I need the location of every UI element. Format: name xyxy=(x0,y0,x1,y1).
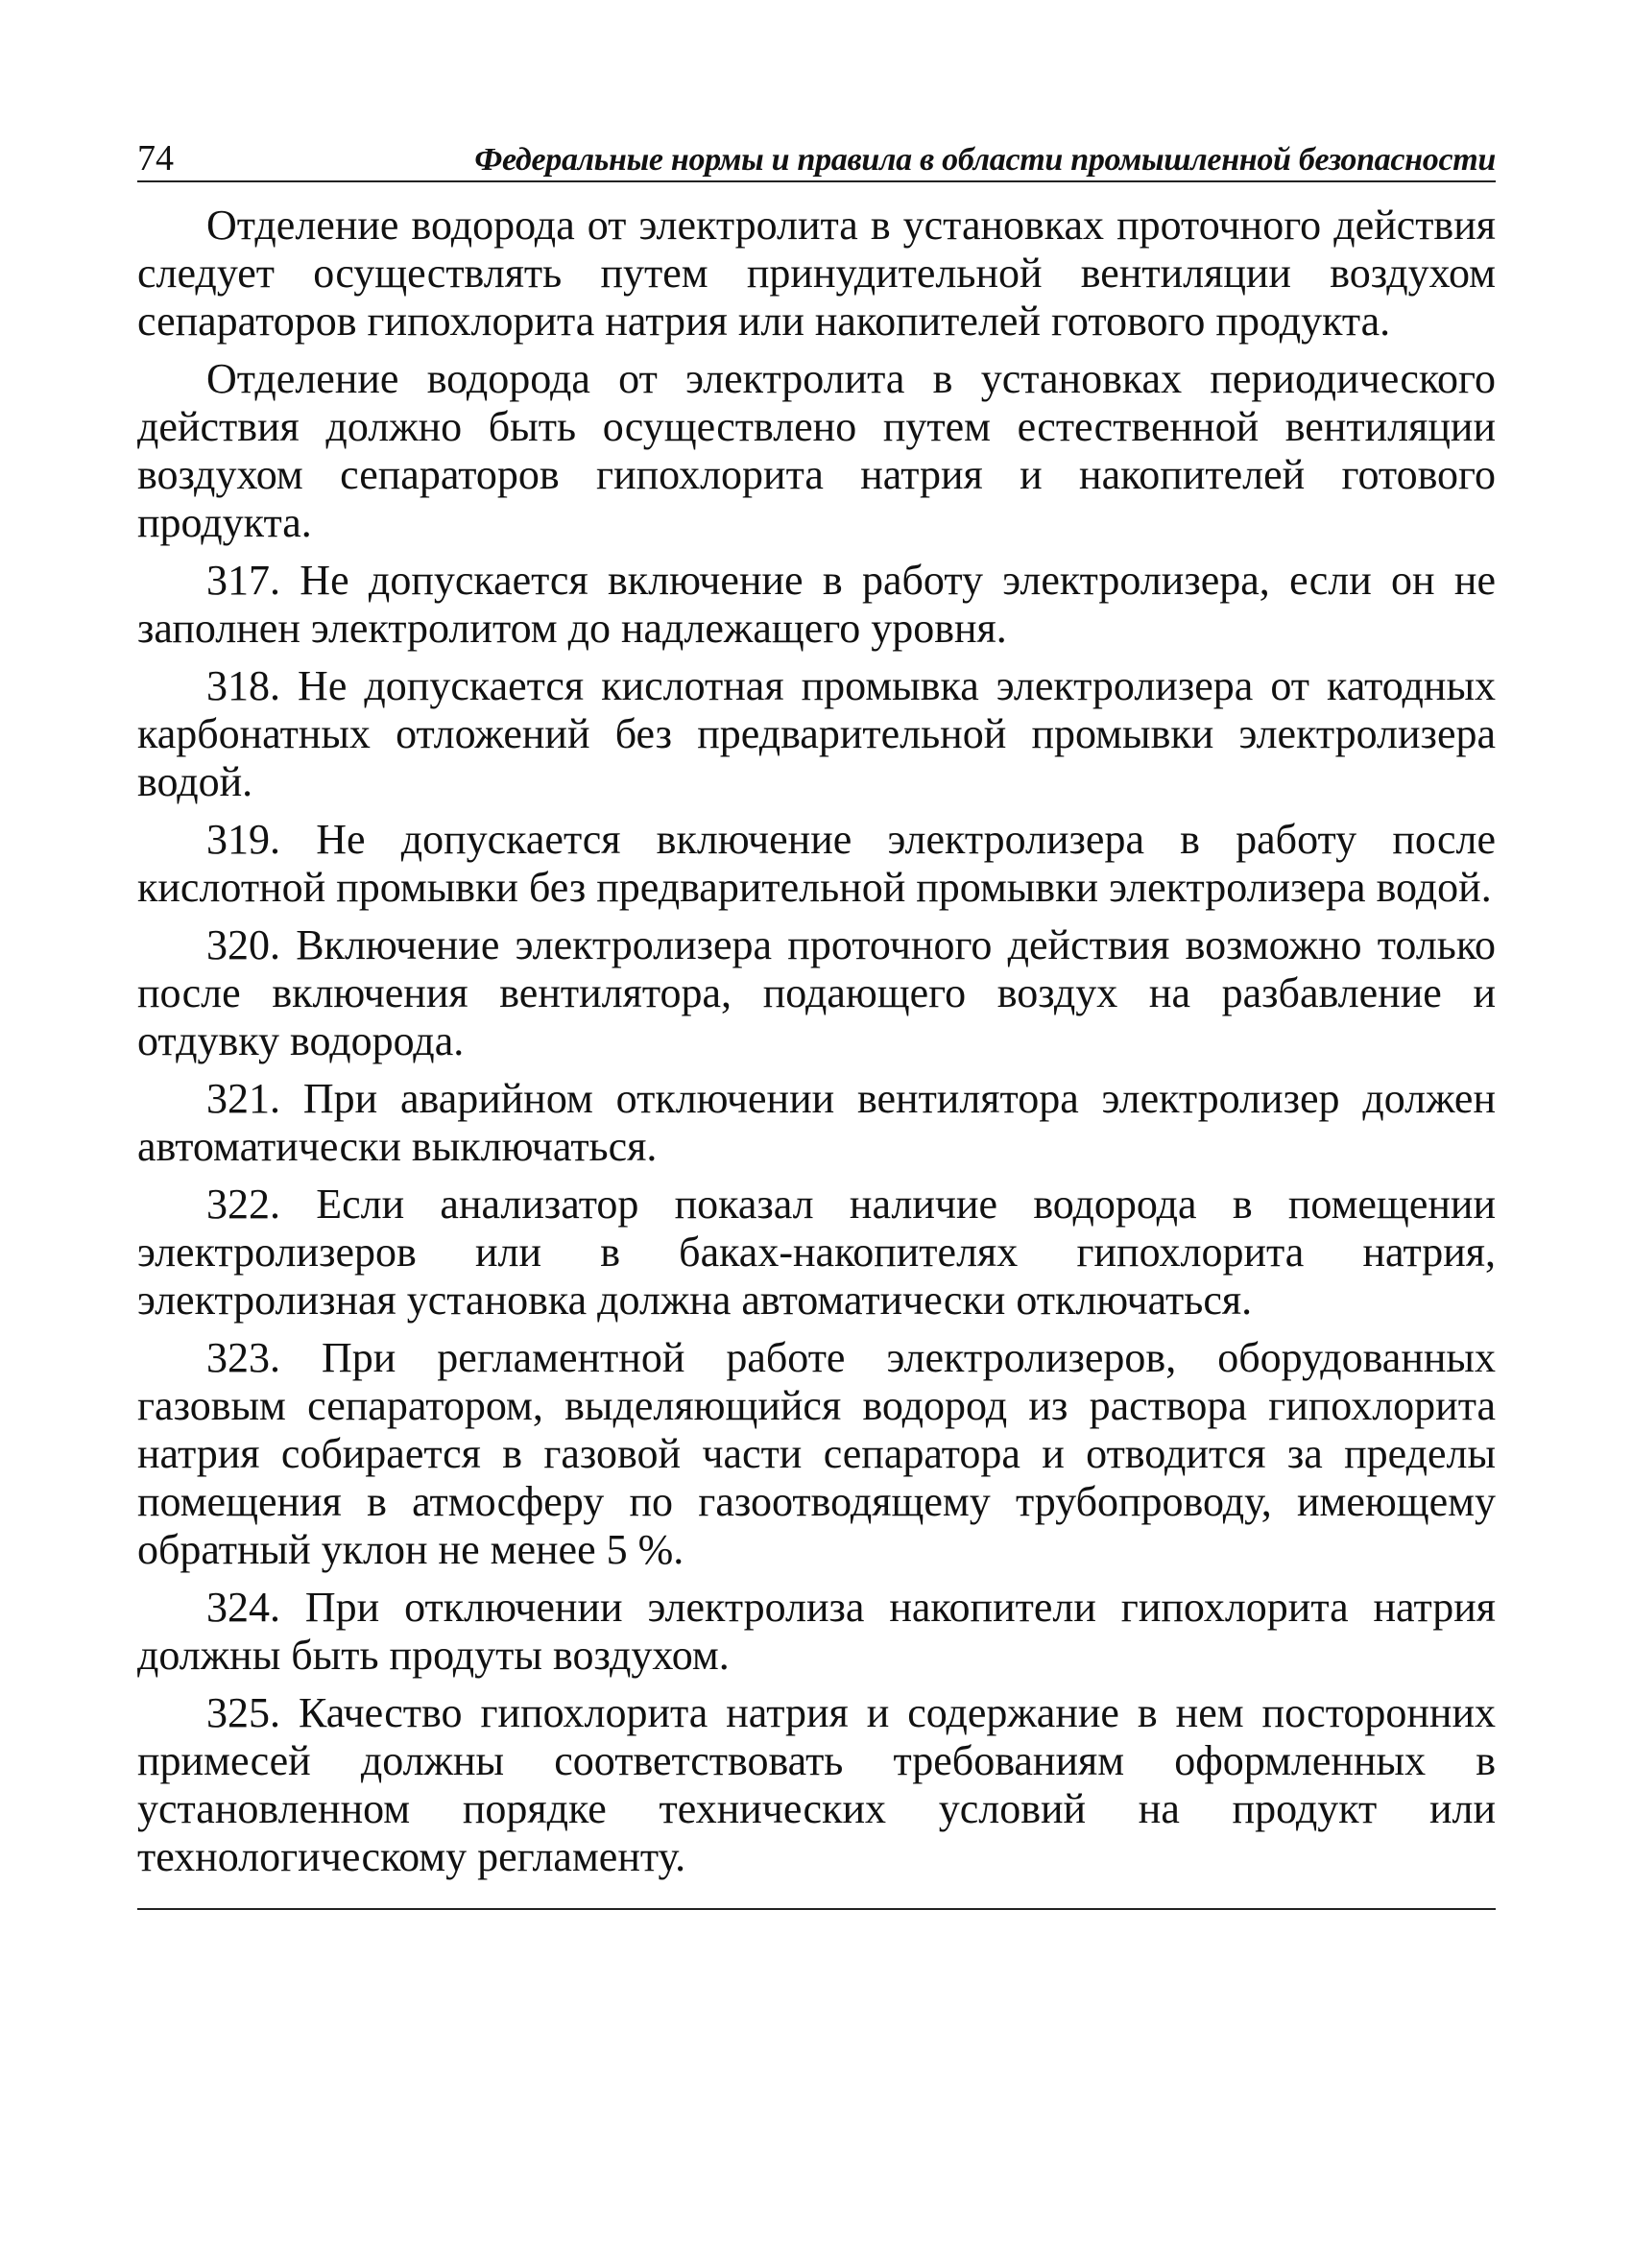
paragraph-item-325: 325. Качество гипохлорита натрия и содержание в нем посторонних примесей должны соответствовать требованиям оформленных в установленном порядке технических условий на продукт или технологическому регламенту. xyxy=(137,1689,1496,1880)
paragraph-item-322: 322. Если анализатор показал наличие водорода в помещении электролизеров или в баках-накопителях гипохлорита натрия, электролизная установка должна автоматически отключаться. xyxy=(137,1181,1496,1324)
paragraph: Отделение водорода от электролита в установках проточного действия следует осуществлять путем принудительной вентиляции воздухом сепараторов гипохлорита натрия или накопителей готового продукта. xyxy=(137,202,1496,345)
paragraph-item-321: 321. При аварийном отключении вентилятора электролизер должен автоматически выключаться. xyxy=(137,1075,1496,1170)
page-number: 74 xyxy=(137,138,174,179)
bottom-rule xyxy=(137,1908,1496,1910)
running-title: Федеральные нормы и правила в области промышленной безопасности xyxy=(474,142,1496,178)
document-page xyxy=(137,125,1496,1910)
paragraph-item-318: 318. Не допускается кислотная промывка электролизера от катодных карбонатных отложений без предварительной промывки электролизера водой. xyxy=(137,662,1496,805)
paragraph: Отделение водорода от электролита в установках периодического действия должно быть осуществлено путем естественной вентиляции воздухом сепараторов гипохлорита натрия и накопителей готового продукта. xyxy=(137,355,1496,546)
paragraph-item-320: 320. Включение электролизера проточного действия возможно только после включения вентилятора, подающего воздух на разбавление и отдувку водорода. xyxy=(137,921,1496,1064)
paragraph-item-319: 319. Не допускается включение электролизера в работу после кислотной промывки без предварительной промывки электролизера водой. xyxy=(137,816,1496,911)
page-header xyxy=(137,125,1496,182)
paragraph-item-323: 323. При регламентной работе электролизеров, оборудованных газовым сепаратором, выделяющийся водород из раствора гипохлорита натрия собирается в газовой части сепаратора и отводится за пределы помещения в атмосферу по газоотводящему трубопроводу, имеющему обратный уклон не менее 5 %. xyxy=(137,1334,1496,1573)
paragraph-item-324: 324. При отключении электролиза накопители гипохлорита натрия должны быть продуты воздухом. xyxy=(137,1584,1496,1679)
paragraph-item-317: 317. Не допускается включение в работу электролизера, если он не заполнен электролитом до надлежащего уровня. xyxy=(137,557,1496,652)
page-body xyxy=(137,202,1496,1881)
